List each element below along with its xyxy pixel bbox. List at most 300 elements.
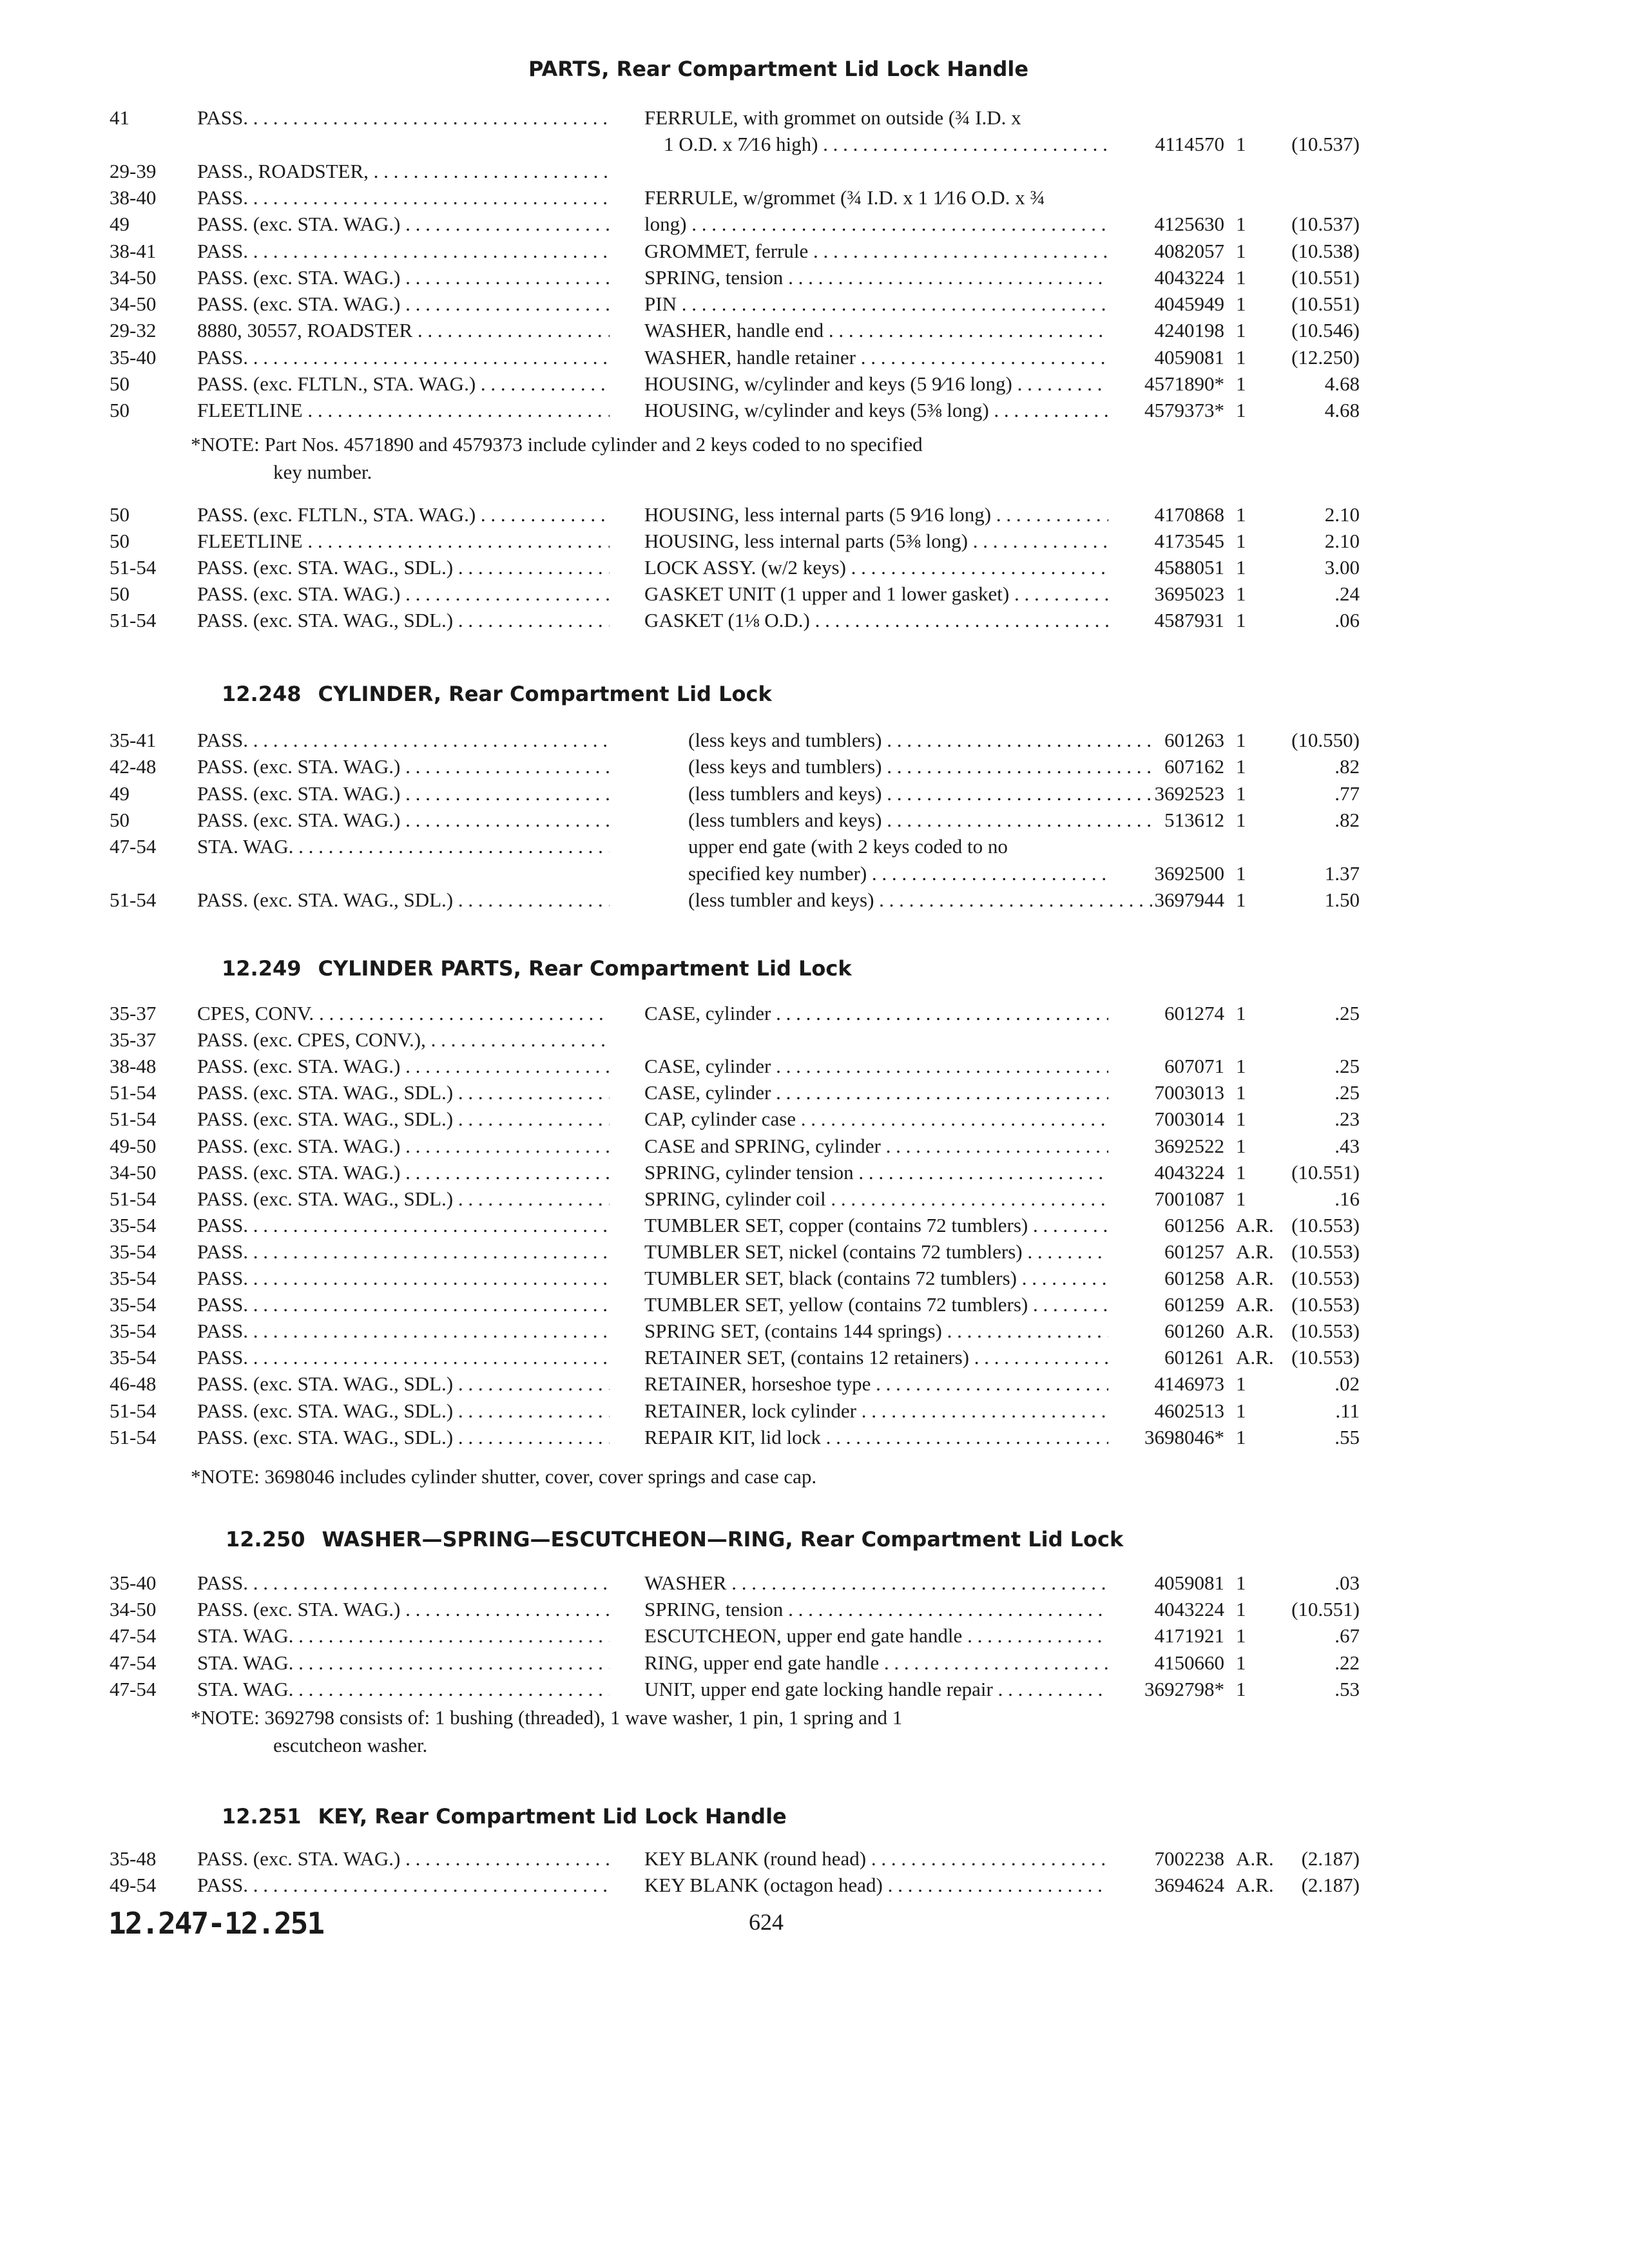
model-cell: PASS. (exc. FLTLN., STA. WAG.) . . . xyxy=(197,501,610,528)
model-cell: PASS., ROADSTER, . . . xyxy=(197,158,610,185)
model-cell: PASS. (exc. STA. WAG.) . . . xyxy=(197,211,610,238)
description-cell: SPRING, cylinder tension . . . xyxy=(644,1159,1108,1186)
description-cell: UNIT, upper end gate locking handle repair . . . xyxy=(644,1676,1108,1703)
years-cell: 49-50 xyxy=(110,1134,157,1157)
quantity-cell: 1 xyxy=(1236,1055,1246,1078)
table-row xyxy=(0,1106,1629,1133)
note-line: escutcheon washer. xyxy=(273,1734,428,1756)
quantity-cell: A.R. xyxy=(1236,1293,1274,1316)
table-row xyxy=(0,753,1629,780)
note-line: key number. xyxy=(273,461,372,483)
model-cell: PASS. (exc. STA. WAG.) . . . xyxy=(197,1053,610,1080)
table-row xyxy=(0,317,1629,344)
part-number-cell: 3692522 xyxy=(1154,1134,1224,1157)
part-number-cell: 601257 xyxy=(1164,1240,1224,1263)
years-cell: 29-32 xyxy=(110,319,157,342)
part-number-cell: 601274 xyxy=(1164,1002,1224,1024)
table-row xyxy=(0,1676,1629,1703)
years-cell: 35-54 xyxy=(110,1320,157,1343)
description-cell: SPRING SET, (contains 144 springs) . . . xyxy=(644,1318,1108,1345)
description-cell: RETAINER SET, (contains 12 retainers) . . . xyxy=(644,1344,1108,1371)
price-group-cell: (10.553) xyxy=(1291,1346,1360,1369)
table-row xyxy=(0,1649,1629,1677)
section-title: WASHER—SPRING—ESCUTCHEON—RING, Rear Compartment Lid Lock xyxy=(322,1527,1124,1552)
table-row xyxy=(0,1570,1629,1597)
model-cell: PASS. . . . xyxy=(197,184,610,211)
table-row xyxy=(0,1424,1629,1451)
quantity-cell: 1 xyxy=(1236,345,1246,369)
description-cell: GASKET (1⅛ O.D.) . . . xyxy=(644,607,1108,634)
model-cell: PASS. (exc. STA. WAG., SDL.) . . . xyxy=(197,1398,610,1425)
model-cell: PASS. (exc. STA. WAG.) . . . xyxy=(197,1159,610,1186)
years-cell: 35-37 xyxy=(110,1002,157,1024)
model-cell: PASS. (exc. STA. WAG.) . . . xyxy=(197,780,610,807)
model-cell: PASS. . . . xyxy=(197,1291,610,1318)
part-number-cell: 3697944 xyxy=(1154,888,1224,911)
years-cell: 51-54 xyxy=(110,1081,157,1104)
price-group-cell: (2.187) xyxy=(1301,1874,1360,1896)
part-number-cell: 601260 xyxy=(1164,1320,1224,1343)
model-cell: STA. WAG. . . . xyxy=(197,1649,610,1677)
years-cell: 47-54 xyxy=(110,1677,157,1700)
price-group-cell: (10.553) xyxy=(1291,1240,1360,1263)
part-number-cell: 7003014 xyxy=(1154,1108,1224,1131)
years-cell: 47-54 xyxy=(110,1651,157,1674)
model-cell: PASS. . . . xyxy=(197,1570,610,1597)
price-group-cell: .25 xyxy=(1335,1081,1360,1104)
part-number-cell: 4579373* xyxy=(1144,399,1224,422)
model-cell: PASS. . . . xyxy=(197,1238,610,1265)
quantity-cell: 1 xyxy=(1236,1598,1246,1621)
description-cell: TUMBLER SET, black (contains 72 tumblers) . . . xyxy=(644,1265,1108,1292)
part-number-cell: 7003013 xyxy=(1154,1081,1224,1104)
part-number-cell: 4114570 xyxy=(1155,133,1224,156)
model-cell: PASS. . . . xyxy=(197,104,610,131)
price-group-cell: .25 xyxy=(1335,1055,1360,1078)
description-cell: FERRULE, with grommet on outside (¾ I.D. x xyxy=(644,106,1021,129)
part-number-cell: 4059081 xyxy=(1154,1571,1224,1594)
quantity-cell: 1 xyxy=(1236,1571,1246,1594)
price-group-cell: 2.10 xyxy=(1324,503,1360,526)
description-cell: SPRING, tension . . . xyxy=(644,1596,1108,1623)
table-row xyxy=(0,291,1629,318)
part-number-cell: 4602513 xyxy=(1154,1399,1224,1422)
part-number-cell: 3695023 xyxy=(1154,582,1224,605)
quantity-cell: 1 xyxy=(1236,888,1246,911)
price-group-cell: (10.551) xyxy=(1291,1160,1360,1184)
table-row xyxy=(0,1398,1629,1425)
model-cell: PASS. . . . xyxy=(197,1344,610,1371)
quantity-cell: 1 xyxy=(1236,1425,1246,1448)
description-cell: (less tumblers and keys) . . . xyxy=(688,780,1152,807)
price-group-cell: .02 xyxy=(1335,1372,1360,1396)
years-cell: 50 xyxy=(110,530,130,552)
model-cell: PASS. . . . xyxy=(197,1212,610,1239)
model-cell: PASS. (exc. STA. WAG.) . . . xyxy=(197,1596,610,1623)
part-number-cell: 601258 xyxy=(1164,1267,1224,1289)
part-number-cell: 4146973 xyxy=(1154,1372,1224,1396)
table-row xyxy=(0,1622,1629,1649)
description-cell: TUMBLER SET, yellow (contains 72 tumblers) . . . xyxy=(644,1291,1108,1318)
part-number-cell: 601259 xyxy=(1164,1293,1224,1316)
table-row xyxy=(0,780,1629,807)
part-number-cell: 3692523 xyxy=(1154,782,1224,805)
years-cell: 50 xyxy=(110,503,130,526)
price-group-cell: .06 xyxy=(1335,609,1360,631)
table-row xyxy=(0,1291,1629,1318)
part-number-cell: 4171921 xyxy=(1154,1624,1224,1648)
part-number-cell: 3692500 xyxy=(1154,861,1224,885)
model-cell: PASS. (exc. STA. WAG.) . . . xyxy=(197,807,610,834)
description-cell: (less keys and tumblers) . . . xyxy=(688,727,1152,754)
part-number-cell: 4170868 xyxy=(1154,503,1224,526)
years-cell: 41 xyxy=(110,106,130,129)
years-cell: 34-50 xyxy=(110,265,157,289)
description-cell: GASKET UNIT (1 upper and 1 lower gasket) . . . xyxy=(644,581,1108,608)
quantity-cell: A.R. xyxy=(1236,1267,1274,1289)
note-line: *NOTE: 3698046 includes cylinder shutter, cover, cover springs and case cap. xyxy=(191,1465,817,1488)
price-group-cell: .43 xyxy=(1335,1134,1360,1157)
quantity-cell: 1 xyxy=(1236,808,1246,831)
years-cell: 47-54 xyxy=(110,835,157,858)
section-heading-12-248 xyxy=(222,682,772,706)
description-cell: CASE, cylinder . . . xyxy=(644,1053,1108,1080)
description-cell: KEY BLANK (round head) . . . xyxy=(644,1845,1108,1872)
price-group-cell: .53 xyxy=(1335,1677,1360,1700)
quantity-cell: 1 xyxy=(1236,1677,1246,1700)
price-group-cell: (10.551) xyxy=(1291,1598,1360,1621)
description-cell: WASHER, handle retainer . . . xyxy=(644,344,1108,371)
part-number-cell: 4240198 xyxy=(1154,319,1224,342)
price-group-cell: (10.538) xyxy=(1291,239,1360,262)
model-cell: FLEETLINE . . . xyxy=(197,528,610,555)
years-cell: 51-54 xyxy=(110,1399,157,1422)
quantity-cell: 1 xyxy=(1236,556,1246,579)
quantity-cell: 1 xyxy=(1236,861,1246,885)
years-cell: 35-54 xyxy=(110,1293,157,1316)
description-cell: CASE, cylinder . . . xyxy=(644,1000,1108,1027)
price-group-cell: (10.553) xyxy=(1291,1320,1360,1343)
section-heading-12-251 xyxy=(222,1804,787,1829)
model-cell: STA. WAG. . . . xyxy=(197,833,610,860)
price-group-cell: .23 xyxy=(1335,1108,1360,1131)
section-title: KEY, Rear Compartment Lid Lock Handle xyxy=(318,1804,787,1829)
table-row xyxy=(0,727,1629,754)
table-row xyxy=(0,158,1629,185)
years-cell: 42-48 xyxy=(110,755,157,778)
quantity-cell: 1 xyxy=(1236,729,1246,751)
price-group-cell: (10.553) xyxy=(1291,1267,1360,1289)
price-group-cell: (10.546) xyxy=(1291,319,1360,342)
price-group-cell: .22 xyxy=(1335,1651,1360,1674)
footer-page-number: 624 xyxy=(749,1909,784,1935)
part-number-cell: 607162 xyxy=(1164,755,1224,778)
quantity-cell: 1 xyxy=(1236,1160,1246,1184)
model-cell: PASS. (exc. STA. WAG., SDL.) . . . xyxy=(197,1079,610,1106)
description-cell: KEY BLANK (octagon head) . . . xyxy=(644,1872,1108,1899)
years-cell: 50 xyxy=(110,808,130,831)
quantity-cell: 1 xyxy=(1236,1187,1246,1210)
years-cell: 51-54 xyxy=(110,1108,157,1131)
description-cell: FERRULE, w/grommet (¾ I.D. x 1 1⁄16 O.D. x ¾ xyxy=(644,186,1045,209)
quantity-cell: A.R. xyxy=(1236,1346,1274,1369)
description-cell: ESCUTCHEON, upper end gate handle . . . xyxy=(644,1622,1108,1649)
part-number-cell: 4571890* xyxy=(1144,372,1224,395)
part-number-cell: 4587931 xyxy=(1154,609,1224,631)
price-group-cell: (12.250) xyxy=(1291,345,1360,369)
table-row xyxy=(0,1159,1629,1186)
model-cell: PASS. (exc. STA. WAG., SDL.) . . . xyxy=(197,554,610,581)
years-cell: 46-48 xyxy=(110,1372,157,1396)
quantity-cell: 1 xyxy=(1236,1651,1246,1674)
price-group-cell: (10.551) xyxy=(1291,293,1360,316)
model-cell: PASS. (exc. STA. WAG., SDL.) . . . xyxy=(197,1186,610,1213)
model-cell: PASS. (exc. STA. WAG.) . . . xyxy=(197,1133,610,1160)
description-cell: (less tumblers and keys) . . . xyxy=(688,807,1152,834)
table-row xyxy=(0,554,1629,581)
years-cell: 50 xyxy=(110,372,130,395)
years-cell: 35-48 xyxy=(110,1847,157,1870)
years-cell: 38-48 xyxy=(110,1055,157,1078)
table-row xyxy=(0,581,1629,608)
years-cell: 35-40 xyxy=(110,1571,157,1594)
table-row xyxy=(0,1344,1629,1371)
table-row xyxy=(0,1026,1629,1053)
part-number-cell: 4043224 xyxy=(1154,1160,1224,1184)
table-row xyxy=(0,370,1629,398)
quantity-cell: A.R. xyxy=(1236,1320,1274,1343)
description-cell: RETAINER, lock cylinder . . . xyxy=(644,1398,1108,1425)
table-row xyxy=(0,1053,1629,1080)
part-number-cell: 4082057 xyxy=(1154,239,1224,262)
years-cell: 51-54 xyxy=(110,556,157,579)
part-number-cell: 4588051 xyxy=(1154,556,1224,579)
quantity-cell: 1 xyxy=(1236,1624,1246,1648)
note-line: *NOTE: Part Nos. 4571890 and 4579373 include cylinder and 2 keys coded to no specified xyxy=(191,433,923,456)
years-cell: 51-54 xyxy=(110,888,157,911)
quantity-cell: 1 xyxy=(1236,1108,1246,1131)
price-group-cell: .77 xyxy=(1335,782,1360,805)
description-cell: RING, upper end gate handle . . . xyxy=(644,1649,1108,1677)
quantity-cell: 1 xyxy=(1236,1372,1246,1396)
quantity-cell: A.R. xyxy=(1236,1213,1274,1236)
part-number-cell: 4045949 xyxy=(1154,293,1224,316)
quantity-cell: 1 xyxy=(1236,372,1246,395)
model-cell: FLEETLINE . . . xyxy=(197,397,610,424)
description-cell: long) . . . xyxy=(644,211,1108,238)
price-group-cell: (10.537) xyxy=(1291,133,1360,156)
quantity-cell: 1 xyxy=(1236,782,1246,805)
description-cell: CASE, cylinder . . . xyxy=(644,1079,1108,1106)
description-cell: 1 O.D. x 7⁄16 high) . . . xyxy=(664,131,1108,158)
description-cell: (less keys and tumblers) . . . xyxy=(688,753,1152,780)
price-group-cell: 4.68 xyxy=(1324,372,1360,395)
section-title: CYLINDER, Rear Compartment Lid Lock xyxy=(318,682,772,706)
footer-section-range: 12.247-12.251 xyxy=(108,1906,324,1941)
part-number-cell: 4173545 xyxy=(1154,530,1224,552)
quantity-cell: 1 xyxy=(1236,399,1246,422)
description-cell: HOUSING, w/cylinder and keys (5⅜ long) . . . xyxy=(644,397,1108,424)
model-cell: PASS. (exc. STA. WAG.) . . . xyxy=(197,1845,610,1872)
price-group-cell: .25 xyxy=(1335,1002,1360,1024)
table-row xyxy=(0,1000,1629,1027)
years-cell: 34-50 xyxy=(110,1598,157,1621)
price-group-cell: (10.537) xyxy=(1291,213,1360,236)
price-group-cell: .16 xyxy=(1335,1187,1360,1210)
years-cell: 49 xyxy=(110,213,130,236)
description-cell: WASHER . . . xyxy=(644,1570,1108,1597)
price-group-cell: .55 xyxy=(1335,1425,1360,1448)
description-cell: CAP, cylinder case . . . xyxy=(644,1106,1108,1133)
part-number-cell: 4150660 xyxy=(1154,1651,1224,1674)
years-cell: 35-41 xyxy=(110,729,157,751)
note-repair-unit xyxy=(191,1704,1112,1759)
quantity-cell: A.R. xyxy=(1236,1847,1274,1870)
price-group-cell: 4.68 xyxy=(1324,399,1360,422)
quantity-cell: 1 xyxy=(1236,265,1246,289)
quantity-cell: 1 xyxy=(1236,133,1246,156)
years-cell: 35-54 xyxy=(110,1346,157,1369)
part-number-cell: 4059081 xyxy=(1154,345,1224,369)
model-cell: STA. WAG. . . . xyxy=(197,1676,610,1703)
price-group-cell: (10.550) xyxy=(1291,729,1360,751)
quantity-cell: 1 xyxy=(1236,1081,1246,1104)
model-cell: PASS. (exc. STA. WAG., SDL.) . . . xyxy=(197,607,610,634)
model-cell: PASS. . . . xyxy=(197,1872,610,1899)
description-cell: SPRING, cylinder coil . . . xyxy=(644,1186,1108,1213)
part-number-cell: 7001087 xyxy=(1154,1187,1224,1210)
table-row xyxy=(0,1133,1629,1160)
table-row xyxy=(0,1318,1629,1345)
table-row xyxy=(0,528,1629,555)
part-number-cell: 3698046* xyxy=(1144,1425,1224,1448)
years-cell: 51-54 xyxy=(110,1425,157,1448)
table-row xyxy=(0,1370,1629,1398)
description-cell: HOUSING, less internal parts (5⅜ long) . . . xyxy=(644,528,1108,555)
section-number: 12.249 xyxy=(222,956,302,981)
model-cell: PASS. . . . xyxy=(197,727,610,754)
price-group-cell: (2.187) xyxy=(1301,1847,1360,1870)
years-cell: 35-40 xyxy=(110,345,157,369)
table-row xyxy=(0,104,1629,131)
part-number-cell: 3692798* xyxy=(1144,1677,1224,1700)
part-number-cell: 4125630 xyxy=(1154,213,1224,236)
description-cell: HOUSING, less internal parts (5 9⁄16 long) . . . xyxy=(644,501,1108,528)
quantity-cell: 1 xyxy=(1236,1399,1246,1422)
years-cell: 35-37 xyxy=(110,1028,157,1052)
quantity-cell: 1 xyxy=(1236,1002,1246,1024)
description-cell: TUMBLER SET, copper (contains 72 tumblers) . . . xyxy=(644,1212,1108,1239)
part-number-cell: 3694624 xyxy=(1154,1874,1224,1896)
table-row xyxy=(0,607,1629,634)
table-row xyxy=(0,211,1629,238)
years-cell: 51-54 xyxy=(110,609,157,631)
years-cell: 49-54 xyxy=(110,1874,157,1896)
part-number-cell: 607071 xyxy=(1164,1055,1224,1078)
page-header-title: PARTS, Rear Compartment Lid Lock Handle xyxy=(528,57,1029,81)
years-cell: 34-50 xyxy=(110,1160,157,1184)
quantity-cell: 1 xyxy=(1236,319,1246,342)
quantity-cell: 1 xyxy=(1236,609,1246,631)
table-row xyxy=(0,238,1629,265)
part-number-cell: 7002238 xyxy=(1154,1847,1224,1870)
price-group-cell: .67 xyxy=(1335,1624,1360,1648)
table-row xyxy=(0,1186,1629,1213)
description-cell: CASE and SPRING, cylinder . . . xyxy=(644,1133,1108,1160)
years-cell: 29-39 xyxy=(110,159,157,182)
description-cell: WASHER, handle end . . . xyxy=(644,317,1108,344)
description-cell: HOUSING, w/cylinder and keys (5 9⁄16 long) . . . xyxy=(644,370,1108,398)
note-line: *NOTE: 3692798 consists of: 1 bushing (threaded), 1 wave washer, 1 pin, 1 spring and 1 xyxy=(191,1706,903,1729)
years-cell: 35-54 xyxy=(110,1267,157,1289)
table-row xyxy=(0,1845,1629,1872)
model-cell: PASS. . . . xyxy=(197,1318,610,1345)
quantity-cell: 1 xyxy=(1236,1134,1246,1157)
quantity-cell: 1 xyxy=(1236,239,1246,262)
part-number-cell: 4043224 xyxy=(1154,265,1224,289)
years-cell: 49 xyxy=(110,782,130,805)
description-cell: LOCK ASSY. (w/2 keys) . . . xyxy=(644,554,1108,581)
table-row xyxy=(0,397,1629,424)
part-number-cell: 4043224 xyxy=(1154,1598,1224,1621)
years-cell: 38-41 xyxy=(110,239,157,262)
section-heading-12-249 xyxy=(222,956,852,981)
price-group-cell: 1.37 xyxy=(1324,861,1360,885)
table-row xyxy=(0,1079,1629,1106)
table-row xyxy=(0,264,1629,291)
years-cell: 50 xyxy=(110,399,130,422)
part-number-cell: 601261 xyxy=(1164,1346,1224,1369)
table-row xyxy=(0,887,1629,914)
table-row xyxy=(0,833,1629,860)
quantity-cell: 1 xyxy=(1236,582,1246,605)
price-group-cell: .03 xyxy=(1335,1571,1360,1594)
model-cell: PASS. (exc. STA. WAG.) . . . xyxy=(197,753,610,780)
price-group-cell: (10.553) xyxy=(1291,1293,1360,1316)
model-cell: PASS. (exc. STA. WAG.) . . . xyxy=(197,264,610,291)
table-row xyxy=(0,344,1629,371)
section-number: 12.251 xyxy=(222,1804,302,1829)
section-number: 12.250 xyxy=(226,1527,305,1552)
quantity-cell: 1 xyxy=(1236,293,1246,316)
part-number-cell: 513612 xyxy=(1164,808,1224,831)
years-cell: 51-54 xyxy=(110,1187,157,1210)
model-cell: PASS. . . . xyxy=(197,1265,610,1292)
price-group-cell: .82 xyxy=(1335,808,1360,831)
description-cell: RETAINER, horseshoe type . . . xyxy=(644,1370,1108,1398)
model-cell: CPES, CONV. . . . xyxy=(197,1000,610,1027)
description-cell: upper end gate (with 2 keys coded to no xyxy=(688,835,1008,858)
model-cell: PASS. (exc. STA. WAG., SDL.) . . . xyxy=(197,1370,610,1398)
description-cell: GROMMET, ferrule . . . xyxy=(644,238,1108,265)
table-row xyxy=(0,184,1629,211)
years-cell: 38-40 xyxy=(110,186,157,209)
quantity-cell: A.R. xyxy=(1236,1240,1274,1263)
model-cell: 8880, 30557, ROADSTER . . . xyxy=(197,317,610,344)
part-number-cell: 601263 xyxy=(1164,729,1224,751)
price-group-cell: 1.50 xyxy=(1324,888,1360,911)
years-cell: 35-54 xyxy=(110,1240,157,1263)
model-cell: PASS. (exc. FLTLN., STA. WAG.) . . . xyxy=(197,370,610,398)
table-row xyxy=(0,131,1629,158)
section-heading-12-250 xyxy=(226,1527,1123,1552)
quantity-cell: 1 xyxy=(1236,213,1246,236)
table-row xyxy=(0,807,1629,834)
price-group-cell: (10.553) xyxy=(1291,1213,1360,1236)
price-group-cell: (10.551) xyxy=(1291,265,1360,289)
table-row xyxy=(0,1238,1629,1265)
table-row xyxy=(0,1596,1629,1623)
